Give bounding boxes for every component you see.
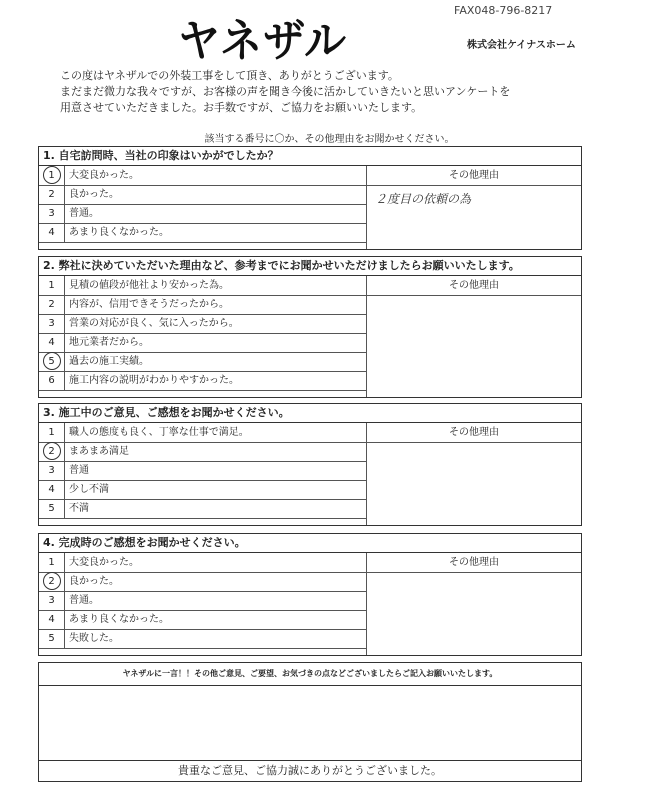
other-reason-label: その他理由 bbox=[367, 423, 581, 443]
section-title: 3. 施工中のご意見、ご感想をお聞かせください。 bbox=[39, 404, 581, 423]
answer-option[interactable] bbox=[39, 276, 366, 296]
answer-option[interactable] bbox=[39, 352, 366, 372]
option-number: 3 bbox=[39, 204, 65, 223]
intro-line: 用意させていただきました。お手数ですが、ご協力をお願いいたします。 bbox=[60, 101, 423, 114]
comment-heading: ヤネザルに一言！！その他ご意見、ご要望、お気づきの点などございましたらご記入お願いいたします。 bbox=[39, 663, 581, 686]
instruction-text: 該当する番号に〇か、その他理由をお聞かせください。 bbox=[204, 134, 455, 145]
option-label: 普通 bbox=[69, 465, 89, 476]
option-number: 2 bbox=[39, 185, 65, 204]
option-label: 大変良かった。 bbox=[69, 170, 139, 181]
option-label: 大変良かった。 bbox=[69, 557, 139, 568]
answer-option[interactable] bbox=[39, 423, 366, 443]
answer-option[interactable] bbox=[39, 572, 366, 592]
answer-option[interactable] bbox=[39, 629, 366, 649]
intro-text bbox=[60, 68, 510, 116]
fax-number: FAX048-796-8217 bbox=[454, 4, 553, 17]
answer-option[interactable] bbox=[39, 499, 366, 519]
option-label: あまり良くなかった。 bbox=[69, 614, 169, 625]
other-reason-label: その他理由 bbox=[367, 276, 581, 296]
option-number: 4 bbox=[39, 610, 65, 629]
option-label: 施工内容の説明がわかりやすかった。 bbox=[69, 375, 239, 386]
option-number: 2 bbox=[39, 295, 65, 314]
selected-circle-mark bbox=[43, 166, 61, 184]
selected-circle-mark bbox=[43, 442, 61, 460]
option-number: 5 bbox=[39, 629, 65, 648]
answer-option[interactable] bbox=[39, 610, 366, 630]
question-section-2 bbox=[38, 256, 582, 398]
option-label: 職人の態度も良く、丁寧な仕事で満足。 bbox=[69, 427, 249, 438]
option-label: 少し不満 bbox=[69, 484, 109, 495]
option-number: 4 bbox=[39, 333, 65, 352]
option-label: 普通。 bbox=[69, 595, 99, 606]
answer-option[interactable] bbox=[39, 553, 366, 573]
option-label: あまり良くなかった。 bbox=[69, 227, 169, 238]
answer-option[interactable] bbox=[39, 295, 366, 315]
comment-footer: 貴重なご意見、ご協力誠にありがとうございました。 bbox=[39, 760, 581, 781]
option-number: 4 bbox=[39, 480, 65, 499]
answer-option[interactable] bbox=[39, 314, 366, 334]
option-label: 内容が、信用できそうだったから。 bbox=[69, 299, 229, 310]
question-section-1 bbox=[38, 146, 582, 250]
section-title: 2. 弊社に決めていただいた理由など、参考までにお聞かせいただけましたらお願いいたします。 bbox=[39, 257, 581, 276]
answer-option[interactable] bbox=[39, 371, 366, 391]
section-title: 4. 完成時のご感想をお聞かせください。 bbox=[39, 534, 581, 553]
comment-box[interactable] bbox=[38, 662, 582, 782]
section-title: 1. 自宅訪問時、当社の印象はいかがでしたか？ bbox=[39, 147, 581, 166]
other-reason-field[interactable] bbox=[366, 553, 581, 655]
answer-option[interactable] bbox=[39, 204, 366, 224]
option-number: 3 bbox=[39, 591, 65, 610]
option-label: 良かった。 bbox=[69, 576, 119, 587]
option-number: 2 bbox=[39, 442, 65, 461]
answer-option[interactable] bbox=[39, 223, 366, 243]
question-section-4 bbox=[38, 533, 582, 656]
intro-line: まだまだ微力な我々ですが、お客様の声を聞き今後に活かしていきたいと思いアンケートを bbox=[60, 85, 511, 98]
option-number: 1 bbox=[39, 553, 65, 572]
option-number: 5 bbox=[39, 499, 65, 518]
answer-option[interactable] bbox=[39, 442, 366, 462]
option-label: 営業の対応が良く、気に入ったから。 bbox=[69, 318, 239, 329]
selected-circle-mark bbox=[43, 572, 61, 590]
answer-option[interactable] bbox=[39, 333, 366, 353]
question-section-3 bbox=[38, 403, 582, 526]
option-number: 4 bbox=[39, 223, 65, 242]
other-reason-field[interactable] bbox=[366, 423, 581, 525]
option-label: 良かった。 bbox=[69, 189, 119, 200]
other-reason-field[interactable] bbox=[366, 166, 581, 249]
option-number: 3 bbox=[39, 461, 65, 480]
option-label: 見積の値段が他社より安かった為。 bbox=[69, 280, 229, 291]
option-label: まあまあ満足 bbox=[69, 446, 129, 457]
option-label: 不満 bbox=[69, 503, 89, 514]
option-number: 2 bbox=[39, 572, 65, 591]
answer-option[interactable] bbox=[39, 461, 366, 481]
logo: ヤネザル bbox=[178, 14, 348, 67]
other-reason-label: その他理由 bbox=[367, 553, 581, 573]
company-name: 株式会社ケイナスホーム bbox=[467, 40, 576, 51]
option-number: 1 bbox=[39, 276, 65, 295]
other-reason-field[interactable] bbox=[366, 276, 581, 397]
intro-line: この度はヤネザルでの外装工事をして頂き、ありがとうございます。 bbox=[60, 69, 399, 82]
answer-option[interactable] bbox=[39, 591, 366, 611]
answer-option[interactable] bbox=[39, 480, 366, 500]
option-label: 過去の施工実績。 bbox=[69, 356, 149, 367]
other-reason-label: その他理由 bbox=[367, 166, 581, 186]
option-number: 3 bbox=[39, 314, 65, 333]
handwritten-reason: ２度目の依頼の為 bbox=[375, 192, 472, 206]
answer-option[interactable] bbox=[39, 185, 366, 205]
option-label: 普通。 bbox=[69, 208, 99, 219]
option-number: 1 bbox=[39, 423, 65, 442]
option-label: 地元業者だから。 bbox=[69, 337, 149, 348]
selected-circle-mark bbox=[43, 352, 61, 370]
option-number: 6 bbox=[39, 371, 65, 390]
option-label: 失敗した。 bbox=[69, 633, 119, 644]
option-number: 1 bbox=[39, 166, 65, 185]
option-number: 5 bbox=[39, 352, 65, 371]
answer-option[interactable] bbox=[39, 166, 366, 186]
